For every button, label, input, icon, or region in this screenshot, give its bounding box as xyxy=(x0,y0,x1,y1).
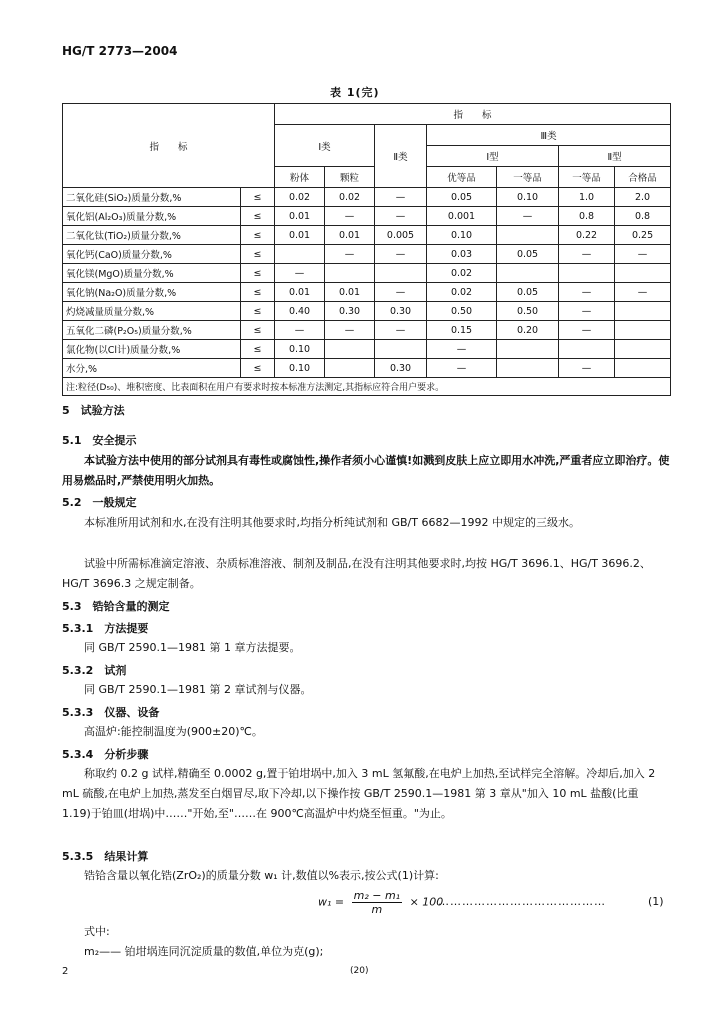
row-value: — xyxy=(375,245,427,264)
row-value: 0.50 xyxy=(427,302,497,321)
section-5-3-title: 5.3 锆铪含量的测定 xyxy=(62,600,170,613)
head-type2: Ⅱ型 xyxy=(559,146,671,167)
row-value: — xyxy=(559,359,615,378)
row-value: 0.8 xyxy=(615,207,671,226)
row-name: 氯化物(以Cl计)质量分数,% xyxy=(63,340,241,359)
row-value: 0.25 xyxy=(615,226,671,245)
table-row xyxy=(63,359,671,378)
row-operator: ≤ xyxy=(241,264,275,283)
row-value: — xyxy=(427,359,497,378)
row-value: 0.01 xyxy=(275,283,325,302)
row-value xyxy=(497,264,559,283)
row-value: 0.8 xyxy=(559,207,615,226)
section-5-3-3-title: 5.3.3 仪器、设备 xyxy=(62,706,160,719)
row-value: — xyxy=(375,188,427,207)
row-value: — xyxy=(559,283,615,302)
row-value: — xyxy=(275,321,325,340)
row-name: 氧化铝(Al₂O₃)质量分数,% xyxy=(63,207,241,226)
row-value: — xyxy=(375,283,427,302)
row-operator: ≤ xyxy=(241,188,275,207)
row-value xyxy=(375,264,427,283)
spec-table xyxy=(62,103,671,396)
head-sub: 优等品 xyxy=(427,167,497,188)
section-5-3-1-text: 同 GB/T 2590.1—1981 第 1 章方法提要。 xyxy=(84,641,301,654)
section-5-3-4-title: 5.3.4 分析步骤 xyxy=(62,748,149,761)
section-5-2-text-2: 试验中所需标准滴定溶液、杂质标准溶液、制剂及制品,在没有注明其他要求时,均按 HG/T 3696.1、HG/T 3696.2、HG/T 3696.3 之规定制备。 xyxy=(62,557,651,590)
row-operator: ≤ xyxy=(241,283,275,302)
row-value xyxy=(615,359,671,378)
row-value: 0.10 xyxy=(497,188,559,207)
section-5-title: 5 试验方法 xyxy=(62,404,125,417)
table-row xyxy=(63,321,671,340)
row-value: — xyxy=(325,207,375,226)
row-value xyxy=(375,340,427,359)
row-name: 氧化镁(MgO)质量分数,% xyxy=(63,264,241,283)
row-value: 0.10 xyxy=(275,359,325,378)
row-value: — xyxy=(559,302,615,321)
section-5-3-3-text: 高温炉:能控制温度为(900±20)℃。 xyxy=(84,725,263,738)
row-value xyxy=(497,359,559,378)
table-row xyxy=(63,188,671,207)
row-value: — xyxy=(375,321,427,340)
row-value: 0.01 xyxy=(275,207,325,226)
table-row xyxy=(63,207,671,226)
row-name: 灼烧减量质量分数,% xyxy=(63,302,241,321)
page-center-number: (20) xyxy=(350,966,369,976)
row-operator: ≤ xyxy=(241,340,275,359)
formula-fraction xyxy=(352,889,402,916)
section-5-1-text: 本试验方法中使用的部分试剂具有毒性或腐蚀性,操作者须小心谨慎!如溅到皮肤上应立即用水冲洗,严重者应立即治疗。使用易燃品时,严禁使用明火加热。 xyxy=(62,454,670,487)
page-number: 2 xyxy=(62,966,69,977)
row-value xyxy=(497,226,559,245)
row-value: — xyxy=(559,321,615,340)
row-value: — xyxy=(559,245,615,264)
head-item: 指 标 xyxy=(63,104,275,188)
row-value: — xyxy=(325,245,375,264)
row-value xyxy=(497,340,559,359)
row-operator: ≤ xyxy=(241,245,275,264)
row-value xyxy=(275,245,325,264)
section-5-1-title: 5.1 安全提示 xyxy=(62,434,137,447)
row-value: 0.30 xyxy=(325,302,375,321)
row-value: 0.40 xyxy=(275,302,325,321)
row-value: 0.15 xyxy=(427,321,497,340)
row-operator: ≤ xyxy=(241,321,275,340)
row-value: 0.02 xyxy=(325,188,375,207)
standard-number: HG/T 2773—2004 xyxy=(62,44,178,58)
formula-1 xyxy=(318,889,443,916)
row-value: 0.10 xyxy=(427,226,497,245)
row-value: 0.05 xyxy=(497,283,559,302)
row-value: 0.22 xyxy=(559,226,615,245)
row-operator: ≤ xyxy=(241,207,275,226)
row-value: 0.01 xyxy=(325,226,375,245)
row-value: 0.01 xyxy=(275,226,325,245)
row-value: 0.10 xyxy=(275,340,325,359)
section-5-2-text-1: 本标准所用试剂和水,在没有注明其他要求时,均指分析纯试剂和 GB/T 6682—1992 中规定的三级水。 xyxy=(84,516,580,529)
formula-lhs: w₁ = xyxy=(318,895,345,909)
row-operator: ≤ xyxy=(241,359,275,378)
row-operator: ≤ xyxy=(241,302,275,321)
formula-rhs: × 100 xyxy=(409,895,444,909)
row-value xyxy=(615,302,671,321)
m2-definition: m₂—— 铂坩埚连同沉淀质量的数值,单位为克(g); xyxy=(84,945,324,958)
row-value: — xyxy=(615,283,671,302)
where-label: 式中: xyxy=(84,925,110,938)
row-value: — xyxy=(375,207,427,226)
row-name: 氧化钠(Na₂O)质量分数,% xyxy=(63,283,241,302)
row-value: — xyxy=(427,340,497,359)
section-5-3-2-text: 同 GB/T 2590.1—1981 第 2 章试剂与仪器。 xyxy=(84,683,312,696)
table-row xyxy=(63,264,671,283)
section-5-3-4-text: 称取约 0.2 g 试样,精确至 0.0002 g,置于铂坩埚中,加入 3 mL 氢氟酸,在电炉上加热,至试样完全溶解。冷却后,加入 2 mL 硫酸,在电炉上加热,蒸发至白烟冒尽,取下冷却,以下操作按 GB/T 2590.1—1981 第 3 章从"加入 10 mL 盐酸(比重 1.19)于铂皿(坩埚)中……"开始,至"……在 900℃高温炉中灼烧至恒重。"为止。 xyxy=(62,767,656,820)
row-value xyxy=(559,340,615,359)
row-operator: ≤ xyxy=(241,226,275,245)
row-value: — xyxy=(325,321,375,340)
formula-number: (1) xyxy=(648,895,664,908)
row-value: 0.20 xyxy=(497,321,559,340)
row-value: — xyxy=(615,245,671,264)
section-5-3-5-title: 5.3.5 结果计算 xyxy=(62,850,149,863)
section-5-3-2-title: 5.3.2 试剂 xyxy=(62,664,127,677)
row-value: — xyxy=(275,264,325,283)
row-name: 五氧化二磷(P₂O₅)质量分数,% xyxy=(63,321,241,340)
row-value: 2.0 xyxy=(615,188,671,207)
table-body xyxy=(63,188,671,378)
table-row xyxy=(63,302,671,321)
head-class3: Ⅲ类 xyxy=(427,125,671,146)
table-row xyxy=(63,245,671,264)
table-row xyxy=(63,283,671,302)
section-5-3-1-title: 5.3.1 方法提要 xyxy=(62,622,149,635)
head-type1: Ⅰ型 xyxy=(427,146,559,167)
row-value: 1.0 xyxy=(559,188,615,207)
row-name: 二氧化钛(TiO₂)质量分数,% xyxy=(63,226,241,245)
row-value xyxy=(615,321,671,340)
head-indicator: 指 标 xyxy=(275,104,671,125)
row-name: 水分,% xyxy=(63,359,241,378)
row-value: — xyxy=(497,207,559,226)
head-class2: Ⅱ类 xyxy=(375,125,427,188)
row-name: 氧化钙(CaO)质量分数,% xyxy=(63,245,241,264)
head-sub: 一等品 xyxy=(559,167,615,188)
row-value: 0.05 xyxy=(427,188,497,207)
table-continued-title: 表 1(完) xyxy=(330,86,380,99)
formula-leader: …………………………………… xyxy=(438,895,606,908)
table-row xyxy=(63,340,671,359)
row-value: 0.30 xyxy=(375,302,427,321)
section-5-3-5-text: 锆铪含量以氧化锆(ZrO₂)的质量分数 w₁ 计,数值以%表示,按公式(1)计算: xyxy=(84,869,439,882)
formula-denominator: m xyxy=(371,903,383,916)
table-note: 注:粒径(D₅₀)、堆积密度、比表面积在用户有要求时按本标准方法测定,其指标应符合用户要求。 xyxy=(63,378,671,396)
row-value: 0.30 xyxy=(375,359,427,378)
row-value: 0.50 xyxy=(497,302,559,321)
row-value xyxy=(559,264,615,283)
row-value xyxy=(615,340,671,359)
row-value: 0.02 xyxy=(275,188,325,207)
head-sub: 一等品 xyxy=(497,167,559,188)
row-value: 0.01 xyxy=(325,283,375,302)
row-value: 0.03 xyxy=(427,245,497,264)
section-5-2-title: 5.2 一般规定 xyxy=(62,496,137,509)
row-value: 0.005 xyxy=(375,226,427,245)
row-value xyxy=(325,340,375,359)
head-sub: 颗粒 xyxy=(325,167,375,188)
row-value: 0.02 xyxy=(427,264,497,283)
head-sub: 合格品 xyxy=(615,167,671,188)
row-value xyxy=(325,264,375,283)
row-value xyxy=(615,264,671,283)
head-class1: Ⅰ类 xyxy=(275,125,375,167)
row-value xyxy=(325,359,375,378)
row-value: 0.05 xyxy=(497,245,559,264)
row-value: 0.001 xyxy=(427,207,497,226)
head-sub: 粉体 xyxy=(275,167,325,188)
row-value: 0.02 xyxy=(427,283,497,302)
table-row xyxy=(63,226,671,245)
formula-numerator: m₂ − m₁ xyxy=(353,889,401,902)
row-name: 二氧化硅(SiO₂)质量分数,% xyxy=(63,188,241,207)
